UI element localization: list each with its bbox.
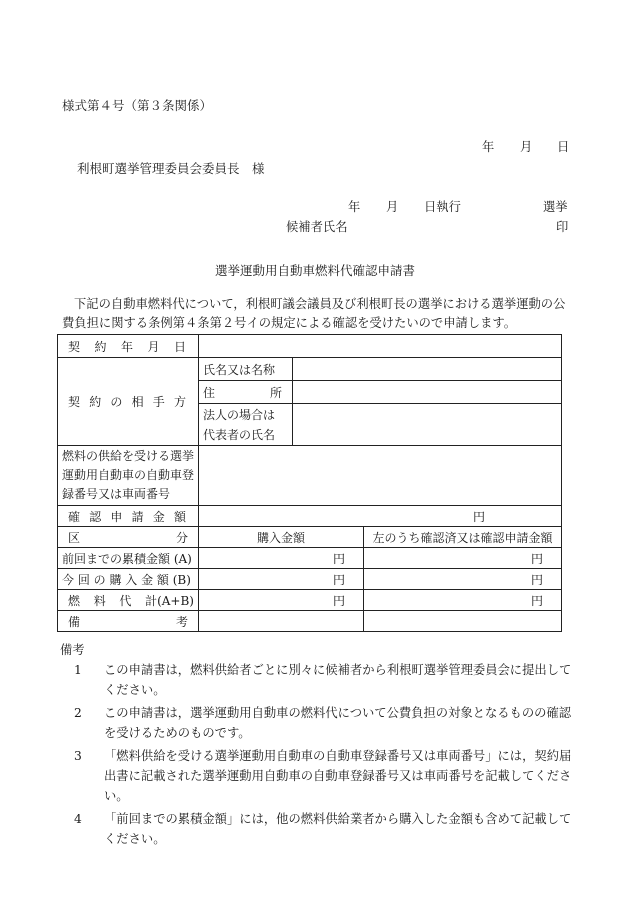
election-year-label: 年	[348, 200, 361, 214]
row-counterparty-name	[58, 358, 562, 381]
row-prev-total	[58, 548, 562, 569]
note-item	[62, 660, 572, 700]
field-prev-confirmed[interactable]	[364, 548, 562, 569]
note-number: 3	[74, 749, 82, 763]
note-item	[62, 746, 572, 806]
note-item	[62, 703, 572, 743]
label-category: 区 分	[58, 527, 199, 548]
field-counterparty-address[interactable]	[293, 381, 562, 404]
candidate-name-label: 候補者氏名	[286, 220, 348, 234]
header-purchase-amount: 購入金額	[199, 527, 364, 548]
notes-heading: 備考	[60, 643, 85, 657]
field-confirm-amount[interactable]	[199, 506, 562, 527]
yen-unit: 円	[473, 509, 486, 524]
field-vehicle-number[interactable]	[199, 446, 562, 506]
election-day-label: 日執行	[424, 200, 461, 214]
date-day-label: 日	[557, 140, 570, 154]
label-address: 住 所	[199, 381, 293, 404]
yen-unit: 円	[332, 593, 345, 608]
field-this-confirmed[interactable]	[364, 569, 562, 590]
yen-unit: 円	[332, 572, 345, 587]
field-contract-date[interactable]	[199, 335, 562, 358]
note-number: 2	[74, 706, 82, 720]
application-table	[57, 334, 562, 632]
row-this-purchase	[58, 569, 562, 590]
header-confirmed-amount: 左のうち確認済又は確認申請金額	[364, 527, 562, 548]
row-category-header	[58, 527, 562, 548]
note-number: 1	[74, 663, 82, 677]
election-month-label: 月	[386, 200, 399, 214]
label-prev-total: 前回までの累積金額 (A)	[58, 548, 199, 569]
document-title: 選挙運動用自動車燃料代確認申請書	[214, 263, 415, 278]
field-remarks-confirmed[interactable]	[364, 611, 562, 632]
label-fuel-total: 燃 料 代 計(A+B)	[58, 590, 199, 611]
label-counterparty: 契 約 の 相 手 方	[58, 358, 199, 446]
label-remarks: 備 考	[58, 611, 199, 632]
field-counterparty-name[interactable]	[293, 358, 562, 381]
note-text: この申請書は，選挙運動用自動車の燃料代について公費負担の対象となるものの確認を受けるためのものです。	[104, 706, 572, 740]
label-confirm-amount: 確 認 申 請 金 額	[58, 506, 199, 527]
form-number: 様式第４号（第３条関係）	[62, 98, 213, 113]
label-contract-date: 契 約 年 月 日	[58, 335, 199, 358]
note-number: 4	[74, 812, 82, 826]
label-vehicle-number: 燃料の供給を受ける選挙 運動用自動車の自動車登 録番号又は車両番号	[58, 446, 199, 506]
yen-unit: 円	[530, 551, 543, 566]
label-this-purchase: 今 回 の 購 入 金 額 (B)	[58, 569, 199, 590]
field-remarks-purchase[interactable]	[199, 611, 364, 632]
date-year-label: 年	[482, 140, 495, 154]
label-representative: 法人の場合は 代表者の氏名	[199, 404, 293, 446]
note-text: 「前回までの累積金額」には，他の燃料供給業者から購入した金額も含めて記載してください。	[104, 812, 572, 846]
row-confirm-amount	[58, 506, 562, 527]
yen-unit: 円	[530, 593, 543, 608]
note-text: この申請書は，燃料供給者ごとに別々に候補者から利根町選挙管理委員会に提出してください。	[104, 663, 572, 697]
row-vehicle-number	[58, 446, 562, 506]
row-remarks	[58, 611, 562, 632]
date-month-label: 月	[520, 140, 533, 154]
field-this-purchase[interactable]	[199, 569, 364, 590]
intro-paragraph: 下記の自動車燃料代について，利根町議会議員及び利根町長の選挙における選挙運動の公費負担に関する条例第４条第２号イの規定による確認を受けたいので申請します。	[62, 297, 566, 330]
field-total-confirmed[interactable]	[364, 590, 562, 611]
notes-section	[62, 640, 572, 849]
note-text: 「燃料供給を受ける選挙運動用自動車の自動車登録番号又は車両番号」には，契約届出書に記載された選挙運動用自動車の自動車登録番号又は車両番号を記載してください。	[104, 749, 572, 803]
field-total-purchase[interactable]	[199, 590, 364, 611]
election-label: 選挙	[543, 200, 568, 214]
field-representative[interactable]	[293, 404, 562, 446]
field-prev-purchase[interactable]	[199, 548, 364, 569]
row-contract-date	[58, 335, 562, 358]
note-item	[62, 809, 572, 849]
yen-unit: 円	[530, 572, 543, 587]
row-fuel-total	[58, 590, 562, 611]
addressee: 利根町選挙管理委員会委員長 様	[77, 161, 265, 176]
yen-unit: 円	[332, 551, 345, 566]
seal-mark: 印	[556, 220, 569, 234]
label-name: 氏名又は名称	[199, 358, 293, 381]
